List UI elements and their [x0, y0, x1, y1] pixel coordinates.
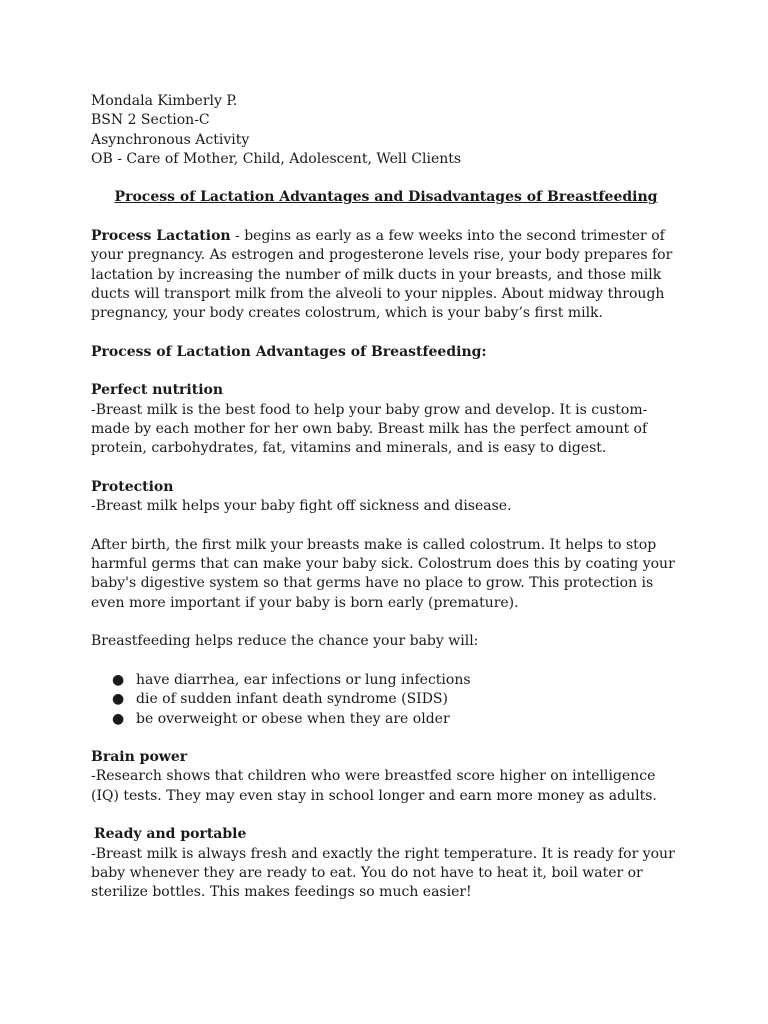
nutrition-body: -Breast milk is the best food to help your baby grow and develop. It is custom-made by each mother for her own baby. Breast milk has the perfect amount of protein, carbohydrates, fat, vitamins and minerals, and is easy to digest.	[91, 401, 648, 457]
portable-body: -Breast milk is always fresh and exactly the right temperature. It is ready for your baby whenever they are ready to eat. You do not have to heat it, boil water or sterilize bottles. This makes feedings so much easier!	[91, 845, 675, 901]
spacer	[91, 806, 681, 825]
student-section: BSN 2 Section-C	[91, 112, 210, 129]
protection-heading: Protection	[91, 478, 174, 495]
intro-text: - begins as early as a few weeks into the second trimester of your pregnancy. As estrogen and progesterone levels rise, your body prepares for lactation by increasing the number of milk ducts in your breasts, and those milk ducts will transport milk from the alveoli to your nipples. About midway through pregnancy, your body creates colostrum, which is your baby’s first milk.	[91, 228, 673, 322]
document-title: Process of Lactation Advantages and Disadvantages of Breastfeeding	[114, 189, 658, 206]
colostrum-paragraph: After birth, the first milk your breasts make is called colostrum. It helps to stop harmful germs that can make your baby sick. Colostrum does this by coating your baby's digestive system so that germs have no place to grow. This protection is even more important if your baby is born early (premature).	[91, 536, 675, 611]
protection-body: -Breast milk helps your baby fight off sickness and disease.	[91, 498, 512, 515]
bullet-icon: ●	[112, 671, 125, 688]
spacer	[91, 362, 681, 381]
bullet-icon: ●	[112, 691, 125, 708]
list-item	[91, 690, 681, 709]
document-body	[91, 92, 681, 902]
course-name: OB - Care of Mother, Child, Adolescent, Well Clients	[91, 150, 462, 167]
portable-heading: Ready and portable	[94, 826, 247, 843]
intro-paragraph	[91, 227, 681, 323]
risk-list	[91, 671, 681, 729]
spacer	[91, 613, 681, 632]
spacer	[91, 459, 681, 478]
nutrition-heading: Perfect nutrition	[91, 382, 224, 399]
list-item	[91, 671, 681, 690]
brain-heading: Brain power	[91, 749, 188, 766]
list-item	[91, 710, 681, 729]
brain-body: -Research shows that children who were breastfed score higher on intelligence (IQ) tests. They may even stay in school longer and earn more money as adults.	[91, 768, 657, 804]
spacer	[91, 208, 681, 227]
list-item-text: be overweight or obese when they are older	[136, 710, 450, 727]
spacer	[91, 517, 681, 536]
list-item-text: die of sudden infant death syndrome (SIDS)	[136, 691, 448, 708]
list-item-text: have diarrhea, ear infections or lung infections	[136, 671, 471, 688]
bullet-icon: ●	[112, 710, 125, 727]
activity-type: Asynchronous Activity	[91, 131, 250, 148]
spacer	[91, 652, 681, 671]
spacer	[91, 324, 681, 343]
spacer	[91, 729, 681, 748]
reduce-intro: Breastfeeding helps reduce the chance your baby will:	[91, 633, 479, 650]
spacer	[91, 169, 681, 188]
student-name: Mondala Kimberly P.	[91, 93, 238, 109]
intro-term: Process Lactation	[91, 228, 231, 245]
advantages-heading: Process of Lactation Advantages of Breastfeeding:	[91, 343, 487, 360]
